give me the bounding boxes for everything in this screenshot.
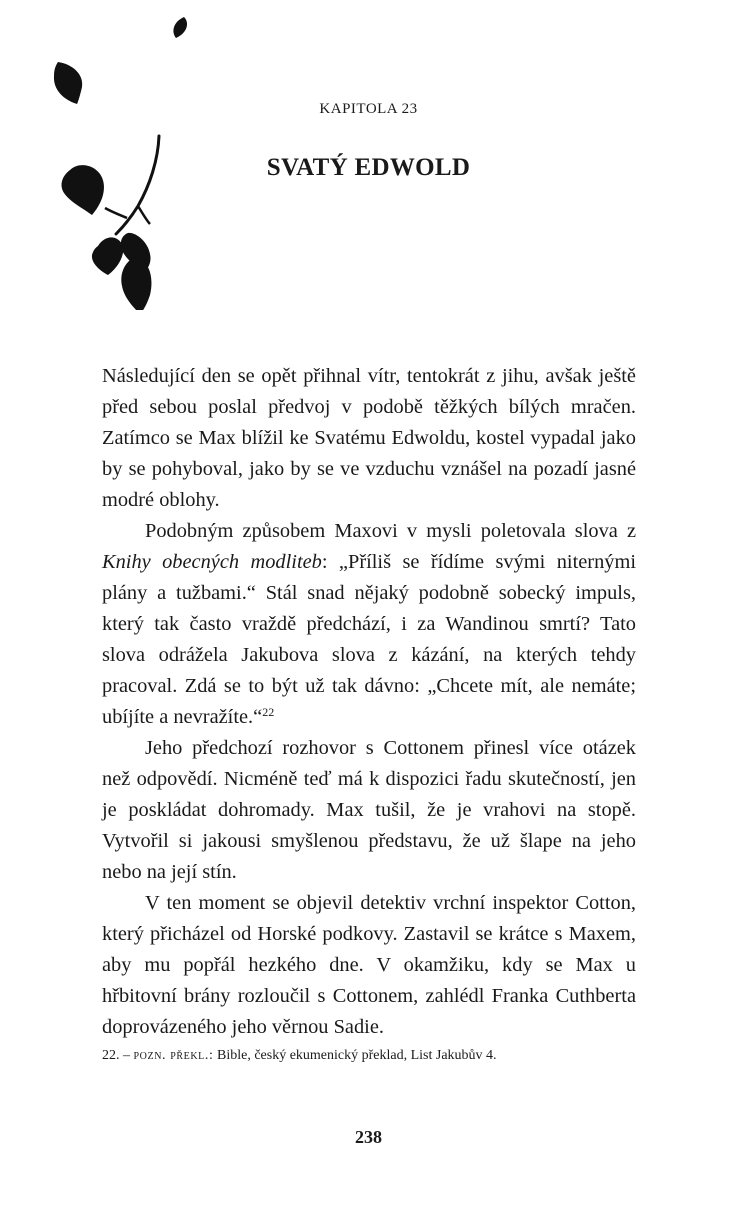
body-text [102,361,636,1043]
paragraph-1: Následující den se opět přihnal vítr, tentokrát z jihu, avšak ještě před sebou poslal předvoj v podobě těžkých bílých mračen. Zatímco se Max blížil ke Svatému Edwoldu, kostel vypadal jako by se pohyboval, jako by se ve vzduchu vznášel na pozadí jasné modré oblohy. [102,365,636,511]
page-number: 238 [355,1127,382,1147]
paragraph-2 [102,516,636,733]
footnote [102,1046,662,1066]
footnote-prefix: 22. – [102,1048,134,1063]
footnote-text: Bible, český ekumenický překlad, List Jakubův 4. [213,1048,497,1063]
book-title-italic: Knihy obecných modliteb [102,551,322,573]
paragraph-2-text-end: : „Příliš se řídíme svými niternými plány a tužbami.“ Stál snad nějaký podobně sobecký impuls, který tak často vraždě předchází, i za Wandinou smrtí? Tato slova odrážela Jakubova slova z kázání, na kterých tehdy pracoval. Zdá se to být už tak dávno: „Chcete mít, ale nemáte; ubíjíte a nevražíte.“ [102,551,636,728]
chapter-title: SVATÝ EDWOLD [266,154,471,181]
paragraph-2-text-start: Podobným způsobem Maxovi v mysli poletovala slova z [145,520,636,542]
footnote-reference: 22 [262,705,275,719]
paragraph-3: Jeho předchozí rozhovor s Cottonem přinesl více otázek než odpovědí. Nicméně teď má k dispozici řadu skutečností, jen je poskládat dohromady. Max tušil, že je vrahovi na stopě. Vytvořil si jakousi smyšlenou představu, že už šlape na jeho nebo na její stín. [102,737,636,883]
chapter-label: KAPITOLA 23 [319,101,418,117]
footnote-label: pozn. překl.: [133,1048,214,1063]
paragraph-4: V ten moment se objevil detektiv vrchní inspektor Cotton, který přicházel od Horské podkovy. Zastavil se krátce s Maxem, aby mu popřál hezkého dne. V okamžiku, kdy se Max u hřbitovní brány rozloučil s Cottonem, zahlédl Franka Cuthberta doprovázeného jeho věrnou Sadie. [102,892,636,1038]
